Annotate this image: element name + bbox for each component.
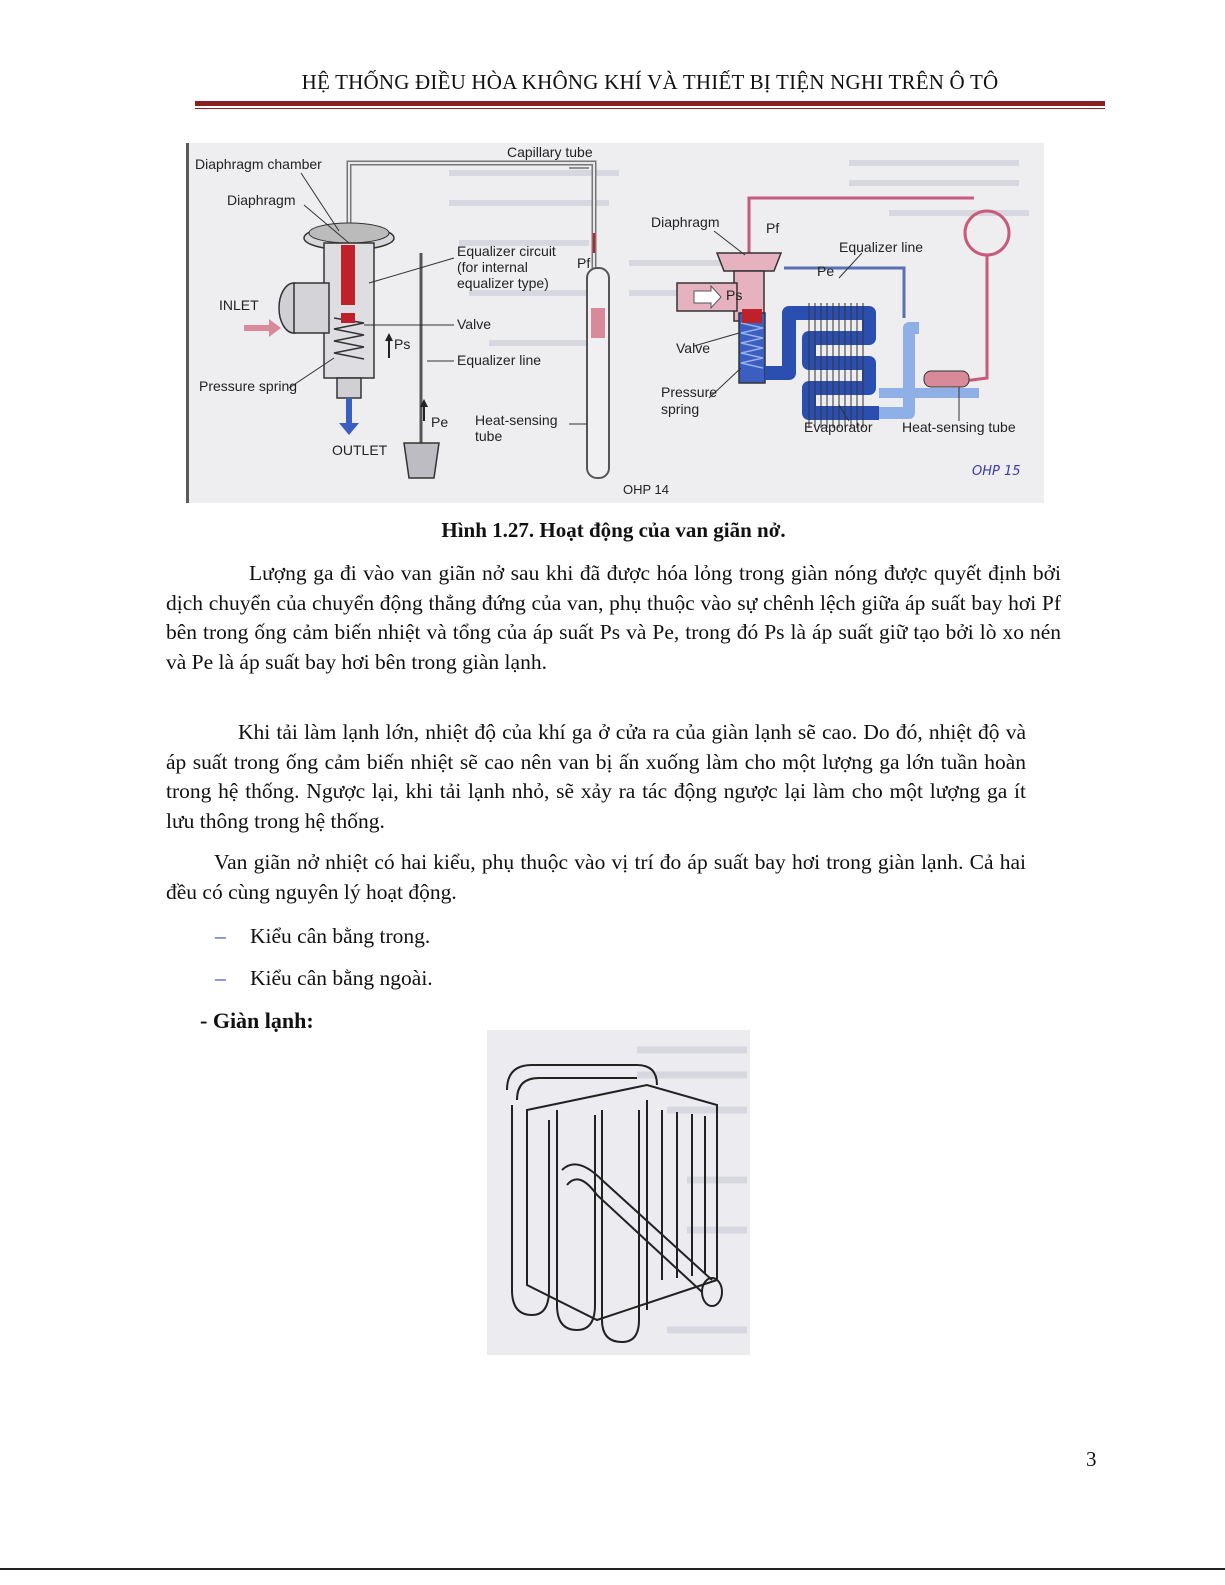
section-heading-evaporator: - Giàn lạnh: [200, 1008, 314, 1033]
label-pf-right: Pf [766, 220, 780, 236]
paragraph-1: Lượng ga đi vào van giãn nở sau khi đã được hóa lỏng trong giàn nóng được quyết định bởi dịch chuyển của chuyển động thẳng đứng của van, phụ thuộc vào sự chênh lệch giữa áp suất bay hơi Pf bên trong ống cảm biến nhiệt và tổng của áp suất Ps và Pe, trong đó Ps là áp suất giữ tạo bởi lò xo nén và Pe là áp suất bay hơi bên trong giàn lạnh. [166, 561, 1061, 674]
label-pf-left: Pf [577, 255, 591, 271]
expansion-valve-figure [186, 143, 1044, 503]
evaporator-drawing [487, 1030, 750, 1355]
label-heat-sensing-1: Heat-sensing [475, 412, 558, 428]
label-equalizer-circuit-1: Equalizer circuit [457, 243, 556, 259]
label-diaphragm-left: Diaphragm [227, 192, 296, 208]
label-ps-left: Ps [394, 336, 411, 352]
bullet-item [215, 924, 430, 949]
label-pressure-spring-left: Pressure spring [199, 378, 298, 394]
label-evaporator: Evaporator [804, 419, 873, 435]
label-equalizer-circuit-2: (for internal [457, 259, 528, 275]
external-equalizer-system [651, 198, 1021, 479]
bullet-text: Kiểu cân bằng ngoài. [250, 966, 433, 990]
label-equalizer-circuit-3: equalizer type) [457, 275, 549, 291]
evaporator-figure [487, 1030, 750, 1355]
label-ps-right: Ps [726, 287, 743, 303]
bullet-text: Kiểu cân bằng trong. [250, 924, 431, 948]
paragraph-2: Khi tải làm lạnh lớn, nhiệt độ của khí ga ở cửa ra của giàn lạnh sẽ cao. Do đó, nhiệt độ và áp suất trong ống cảm biến nhiệt sẽ cao nên van bị ấn xuống làm cho một lượng ga lớn tuần hoàn trong hệ thống. Ngược lại, khi tải lạnh nhỏ, sẽ xảy ra tác động ngược lại làm cho một lượng ga ít lưu thông trong hệ thống. [166, 720, 1026, 833]
bullet-item [215, 966, 433, 991]
internal-equalizer-valve [195, 144, 669, 497]
header-rule-thin [195, 108, 1105, 109]
label-pressure-right-1: Pressure [661, 384, 718, 400]
page-number: 3 [1086, 1447, 1097, 1471]
label-outlet: OUTLET [332, 442, 388, 458]
page-header-title: HỆ THỐNG ĐIỀU HÒA KHÔNG KHÍ VÀ THIẾT BỊ TIỆN NGHI TRÊN Ô TÔ [301, 70, 999, 94]
label-pe-left: Pe [431, 414, 449, 430]
header-rule-thick [195, 101, 1105, 106]
label-equalizer-line-left: Equalizer line [457, 352, 542, 368]
label-capillary-tube: Capillary tube [507, 144, 593, 160]
label-diaphragm-right: Diaphragm [651, 214, 720, 230]
label-heat-sensing-2: tube [475, 428, 503, 444]
paragraph-3: Van giãn nở nhiệt có hai kiểu, phụ thuộc vào vị trí đo áp suất bay hơi trong giàn lạnh. Cả hai đều có cùng nguyên lý hoạt động. [166, 850, 1026, 904]
label-ohp-14: OHP 14 [623, 482, 670, 497]
bullet-dash: – [215, 924, 226, 948]
label-valve-left: Valve [457, 316, 491, 332]
page-bottom-rule [0, 1568, 1225, 1570]
label-pe-right: Pe [817, 263, 835, 279]
label-ohp-15: OHP 15 [972, 464, 1021, 479]
label-heat-sensing-tube-right: Heat-sensing tube [902, 419, 1016, 435]
expansion-valve-diagram [189, 143, 1041, 503]
label-pressure-right-2: spring [661, 401, 700, 417]
label-inlet: INLET [219, 297, 259, 313]
bullet-dash: – [215, 966, 226, 990]
label-diaphragm-chamber: Diaphragm chamber [195, 156, 322, 172]
figure-caption: Hình 1.27. Hoạt động của van giãn nở. [441, 518, 786, 542]
label-valve-right: Valve [676, 340, 710, 356]
label-equalizer-line-right: Equalizer line [839, 239, 924, 255]
